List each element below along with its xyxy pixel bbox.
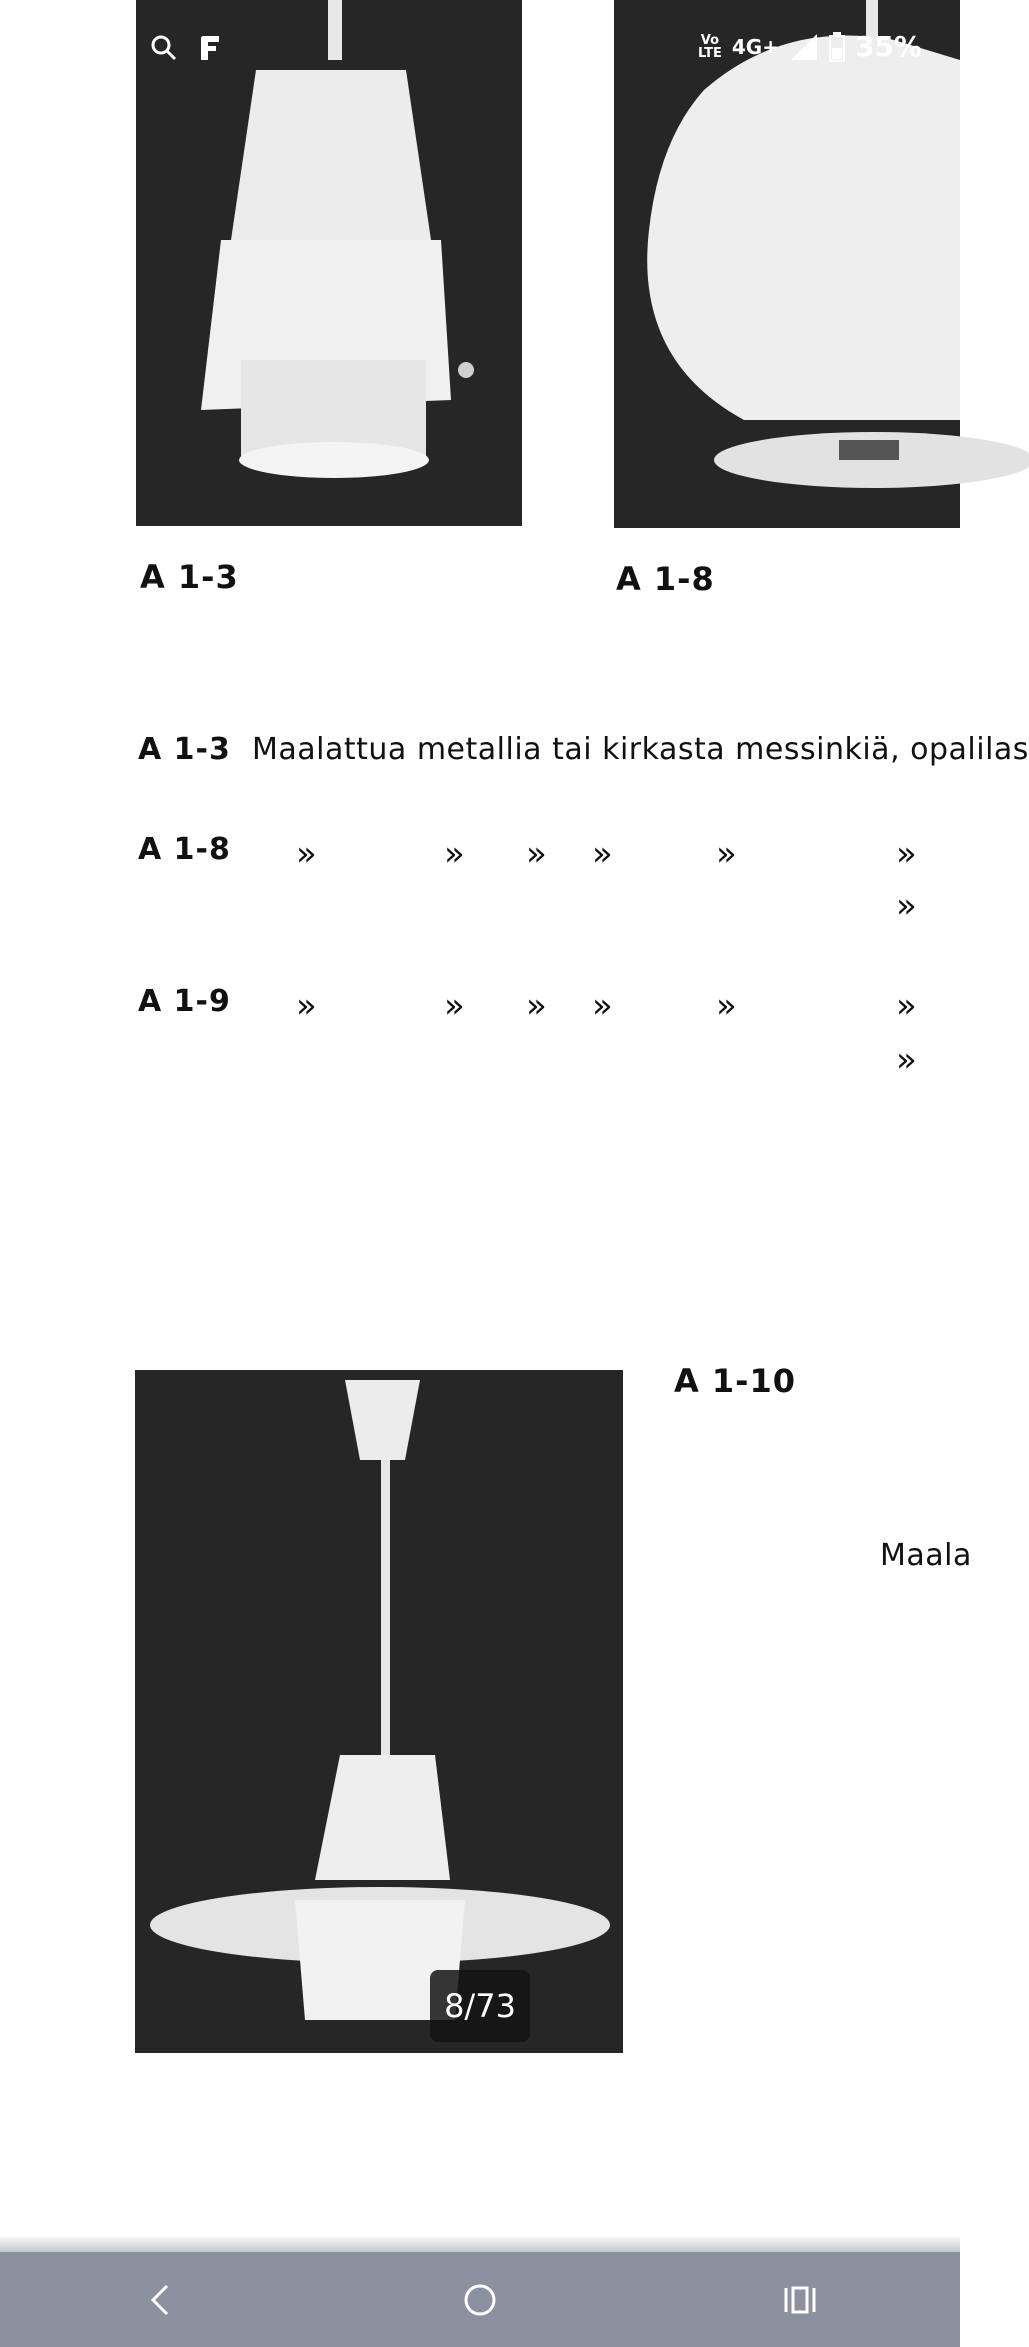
page-counter: 8/73	[430, 1970, 530, 2042]
lamp-photo-a1-8	[614, 0, 960, 528]
list-text-a1-3: Maalattua metallia tai kirkasta messinkiä, opalilas	[252, 732, 1029, 767]
ditto-mark: »	[526, 986, 547, 1026]
home-button[interactable]	[420, 2260, 540, 2340]
recents-button[interactable]	[740, 2260, 860, 2340]
network-type: 4G+	[731, 34, 779, 59]
lamp-photo-a1-10	[135, 1370, 623, 2053]
battery-icon	[829, 32, 845, 62]
ditto-mark: »	[592, 986, 613, 1026]
search-icon	[150, 34, 178, 62]
back-icon	[145, 2282, 175, 2318]
caption-a1-3: A 1-3	[140, 558, 239, 596]
ditto-mark: »	[296, 834, 317, 874]
ditto-mark: »	[716, 986, 737, 1026]
navigation-bar	[0, 2252, 960, 2347]
list-code-a1-9: A 1-9	[138, 984, 231, 1019]
ditto-mark: »	[296, 986, 317, 1026]
battery-level: 35%	[854, 30, 923, 63]
lamp-photo-a1-3	[136, 0, 522, 526]
recents-icon	[782, 2284, 818, 2316]
home-icon	[462, 2282, 498, 2318]
list-code-a1-8: A 1-8	[138, 832, 231, 867]
list-code-a1-3: A 1-3	[138, 732, 231, 767]
ditto-mark: »	[592, 834, 613, 874]
ditto-mark: »	[896, 834, 917, 874]
signal-icon	[789, 32, 819, 62]
ditto-mark: »	[896, 1040, 917, 1080]
ditto-mark: »	[526, 834, 547, 874]
caption-a1-10: A 1-10	[674, 1362, 796, 1400]
status-bar-right	[698, 30, 922, 63]
side-description-text: Maala	[880, 1538, 972, 1573]
volte-indicator: Vo LTE	[698, 32, 722, 61]
app-notification-icon	[198, 34, 222, 62]
ditto-mark: »	[896, 986, 917, 1026]
status-bar-left	[150, 34, 222, 62]
ditto-mark: »	[896, 886, 917, 926]
ditto-mark: »	[444, 834, 465, 874]
caption-a1-8: A 1-8	[616, 560, 715, 598]
ditto-mark: »	[716, 834, 737, 874]
back-button[interactable]	[100, 2260, 220, 2340]
ditto-mark: »	[444, 986, 465, 1026]
